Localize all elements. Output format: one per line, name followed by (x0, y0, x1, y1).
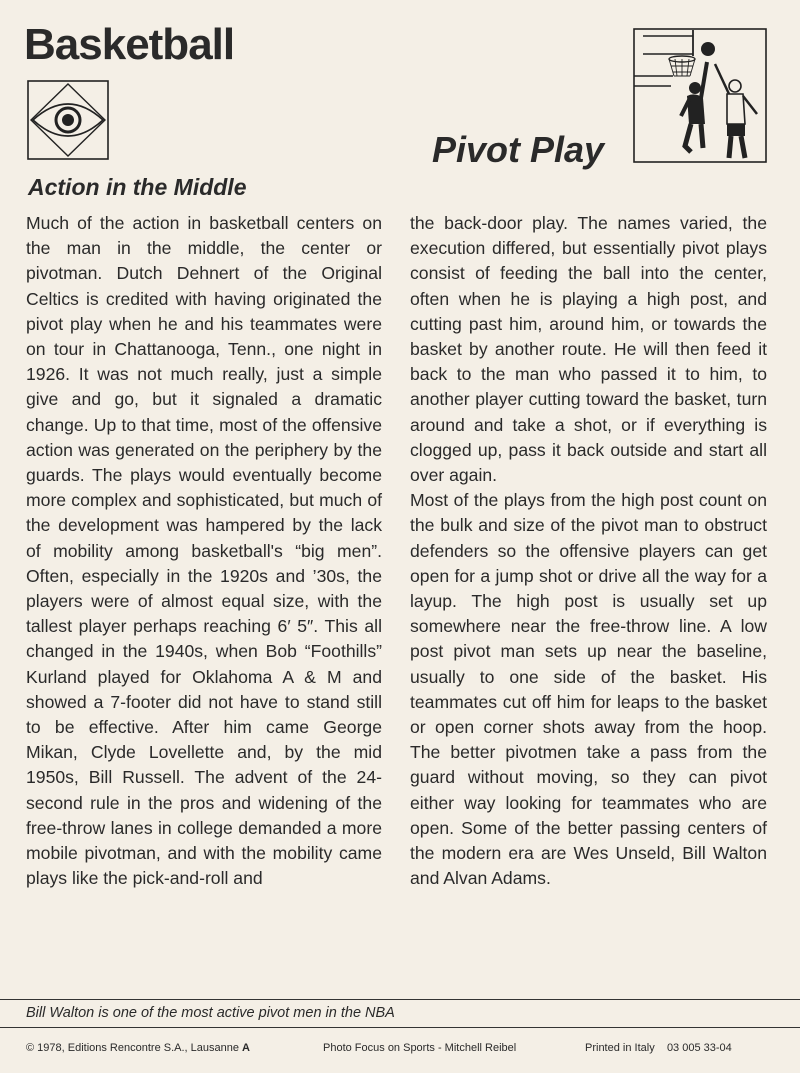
eye-icon (27, 80, 109, 160)
footer-photo-credit: Photo Focus on Sports - Mitchell Reibel (323, 1042, 517, 1054)
body-paragraph: Most of the plays from the high post count on the bulk and size of the pivot man to obstruct defenders so the offensive players can get open for a jump shot or drive all the way for a layup. The high post is usually set up somewhere near the free-throw line. A low post pivot man sets up near the baseline, usually to one side of the basket. His teammates cut off him for leaps to the basket or open corner shots away from the hoop. The better pivotmen take a pass from the guard without moving, so they can pivot either way looking for teammates who are open. Some of the better passing centers of the modern era are Wes Unseld, Bill Walton and Alvan Adams. (410, 490, 767, 889)
article-subtitle: Action in the Middle (28, 174, 247, 200)
card-code: 03 005 33-04 (666, 1042, 732, 1054)
basketball-players-icon (633, 28, 767, 163)
body-column-right (410, 211, 767, 891)
body-column-left (26, 211, 382, 891)
card-title: Basketball (24, 20, 235, 69)
subject-title: Pivot Play (432, 129, 605, 170)
body-paragraph: the back-door play. The names varied, the execution differed, but essentially pivot plays consist of feeding the ball into the center, often when he is playing a high post, and cutting past him, around him, or towards the basket by another route. He will then feed it back to the man who passed it to him, to another player cutting toward the basket, turn around and take a shot, or if everything is clogged up, pass it back outside and start all over again. (410, 213, 767, 486)
body-paragraph: Much of the action in basketball centers on the man in the middle, the center or pivotman. Dutch Dehnert of the Original Celtics is credited with having originated the pivot play when he and his teammates were on tour in Chattanooga, Tenn., one night in 1926. It was not much really, just a simple give and go, but it signaled a dramatic change. Up to that time, most of the offensive action was generated on the periphery by the guards. The plays would eventually become more complex and sophisticated, but much of the development was hampered by the lack of mobility among basketball's “big men”. Often, especially in the 1920s and ’30s, the players were of almost equal size, with the tallest player perhaps reaching 6′ 5″. This all changed in the 1940s, when Bob “Foothills” Kurland played for Oklahoma A & M and showed a 7-footer did not have to stand still to be effective. After him came George Mikan, Clyde Lovellette and, by the mid 1950s, Bill Russell. The advent of the 24-second rule in the pros and widening of the free-throw lanes in college demanded a more mobile pivotman, and with the mobility came plays like the pick-and-roll and (26, 213, 382, 889)
printed-text: Printed in Italy (585, 1042, 655, 1054)
footer-print-info (585, 1041, 732, 1055)
copyright-text: © 1978, Editions Rencontre S.A., Lausanne (26, 1042, 239, 1054)
series-letter: A (242, 1042, 250, 1054)
footer-copyright (26, 1041, 250, 1055)
photo-caption: Bill Walton is one of the most active pivot men in the NBA (26, 1005, 395, 1021)
caption-divider-top (0, 999, 800, 1000)
caption-divider-bottom (0, 1027, 800, 1028)
